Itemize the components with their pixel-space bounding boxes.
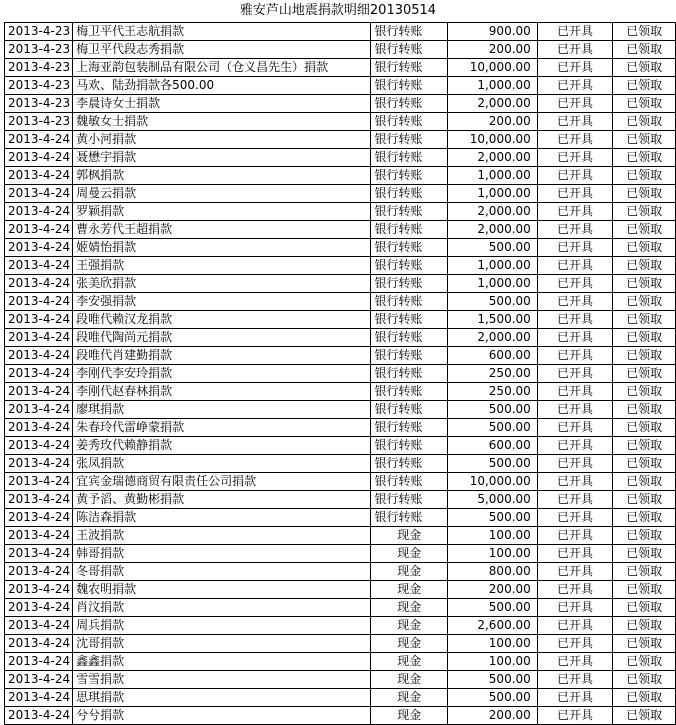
date-cell: 2013-4-24	[5, 257, 73, 275]
date-cell: 2013-4-23	[5, 95, 73, 113]
method-cell: 银行转账	[371, 311, 448, 329]
page-title: 雅安芦山地震捐款明细20130514	[239, 3, 437, 18]
donation-table-body	[5, 23, 676, 725]
method-cell: 银行转账	[371, 509, 448, 527]
date-cell: 2013-4-24	[5, 653, 73, 671]
invoice-cell: 已开具	[537, 401, 612, 419]
method-cell: 现金	[371, 527, 448, 545]
method-cell: 现金	[371, 599, 448, 617]
receipt-cell: 已领取	[613, 293, 676, 311]
method-cell: 现金	[371, 689, 448, 707]
table-row	[5, 221, 676, 239]
date-cell: 2013-4-24	[5, 185, 73, 203]
date-cell: 2013-4-24	[5, 347, 73, 365]
date-cell: 2013-4-24	[5, 275, 73, 293]
donor-cell: 雪雪捐款	[73, 671, 371, 689]
donor-cell: 朱春玲代雷峥蒙捐款	[73, 419, 371, 437]
table-row	[5, 635, 676, 653]
invoice-cell: 已开具	[537, 491, 612, 509]
donor-cell: 张凤捐款	[73, 455, 371, 473]
method-cell: 银行转账	[371, 491, 448, 509]
donor-cell: 张美欣捐款	[73, 275, 371, 293]
table-row	[5, 185, 676, 203]
date-cell: 2013-4-24	[5, 581, 73, 599]
method-cell: 现金	[371, 563, 448, 581]
amount-cell: 1,000.00	[448, 77, 538, 95]
donor-cell: 段唯代陶尚元捐款	[73, 329, 371, 347]
method-cell: 银行转账	[371, 365, 448, 383]
method-cell: 银行转账	[371, 473, 448, 491]
donor-cell: 宜宾金瑞德商贸有限责任公司捐款	[73, 473, 371, 491]
table-row	[5, 77, 676, 95]
method-cell: 银行转账	[371, 239, 448, 257]
invoice-cell: 已开具	[537, 77, 612, 95]
date-cell: 2013-4-24	[5, 689, 73, 707]
receipt-cell: 已领取	[613, 491, 676, 509]
table-row	[5, 473, 676, 491]
method-cell: 银行转账	[371, 23, 448, 41]
table-row	[5, 527, 676, 545]
table-row	[5, 401, 676, 419]
receipt-cell: 已领取	[613, 707, 676, 725]
amount-cell: 250.00	[448, 383, 538, 401]
method-cell: 现金	[371, 635, 448, 653]
table-row	[5, 617, 676, 635]
amount-cell: 2,000.00	[448, 221, 538, 239]
donor-cell: 李安强捐款	[73, 293, 371, 311]
receipt-cell: 已领取	[613, 671, 676, 689]
invoice-cell: 已开具	[537, 275, 612, 293]
method-cell: 银行转账	[371, 275, 448, 293]
receipt-cell: 已领取	[613, 185, 676, 203]
donor-cell: 王波捐款	[73, 527, 371, 545]
donor-cell: 聂懋宇捐款	[73, 149, 371, 167]
donor-cell: 陈洁森捐款	[73, 509, 371, 527]
invoice-cell: 已开具	[537, 437, 612, 455]
invoice-cell: 已开具	[537, 617, 612, 635]
donor-cell: 罗颖捐款	[73, 203, 371, 221]
method-cell: 银行转账	[371, 419, 448, 437]
invoice-cell: 已开具	[537, 599, 612, 617]
receipt-cell: 已领取	[613, 59, 676, 77]
donor-cell: 梅卫平代王志航捐款	[73, 23, 371, 41]
amount-cell: 500.00	[448, 509, 538, 527]
table-row	[5, 275, 676, 293]
method-cell: 银行转账	[371, 77, 448, 95]
receipt-cell: 已领取	[613, 419, 676, 437]
method-cell: 银行转账	[371, 113, 448, 131]
receipt-cell: 已领取	[613, 131, 676, 149]
donor-cell: 上海亚韵包装制品有限公司（仓义昌先生）捐款	[73, 59, 371, 77]
receipt-cell: 已领取	[613, 41, 676, 59]
invoice-cell: 已开具	[537, 563, 612, 581]
amount-cell: 2,000.00	[448, 95, 538, 113]
table-row	[5, 293, 676, 311]
amount-cell: 500.00	[448, 401, 538, 419]
table-row	[5, 23, 676, 41]
date-cell: 2013-4-24	[5, 635, 73, 653]
date-cell: 2013-4-24	[5, 671, 73, 689]
invoice-cell: 已开具	[537, 23, 612, 41]
receipt-cell: 已领取	[613, 23, 676, 41]
method-cell: 银行转账	[371, 293, 448, 311]
invoice-cell: 已开具	[537, 203, 612, 221]
amount-cell: 2,000.00	[448, 203, 538, 221]
amount-cell: 1,000.00	[448, 167, 538, 185]
receipt-cell: 已领取	[613, 437, 676, 455]
date-cell: 2013-4-24	[5, 509, 73, 527]
donor-cell: 梅卫平代段志秀捐款	[73, 41, 371, 59]
date-cell: 2013-4-24	[5, 221, 73, 239]
amount-cell: 2,000.00	[448, 329, 538, 347]
amount-cell: 500.00	[448, 599, 538, 617]
table-row	[5, 149, 676, 167]
donor-cell: 冬哥捐款	[73, 563, 371, 581]
amount-cell: 500.00	[448, 419, 538, 437]
table-row	[5, 545, 676, 563]
receipt-cell: 已领取	[613, 365, 676, 383]
receipt-cell: 已领取	[613, 581, 676, 599]
donor-cell: 魏农明捐款	[73, 581, 371, 599]
date-cell: 2013-4-24	[5, 329, 73, 347]
invoice-cell: 已开具	[537, 581, 612, 599]
donor-cell: 姬婧怡捐款	[73, 239, 371, 257]
table-row	[5, 491, 676, 509]
method-cell: 银行转账	[371, 383, 448, 401]
invoice-cell: 已开具	[537, 419, 612, 437]
invoice-cell: 已开具	[537, 41, 612, 59]
date-cell: 2013-4-24	[5, 131, 73, 149]
method-cell: 银行转账	[371, 203, 448, 221]
date-cell: 2013-4-24	[5, 527, 73, 545]
donor-cell: 黄小河捐款	[73, 131, 371, 149]
date-cell: 2013-4-24	[5, 419, 73, 437]
receipt-cell: 已领取	[613, 77, 676, 95]
invoice-cell: 已开具	[537, 671, 612, 689]
table-row	[5, 347, 676, 365]
receipt-cell: 已领取	[613, 311, 676, 329]
method-cell: 银行转账	[371, 221, 448, 239]
table-row	[5, 41, 676, 59]
method-cell: 现金	[371, 671, 448, 689]
amount-cell: 600.00	[448, 347, 538, 365]
invoice-cell: 已开具	[537, 167, 612, 185]
amount-cell: 1,000.00	[448, 275, 538, 293]
invoice-cell: 已开具	[537, 473, 612, 491]
date-cell: 2013-4-24	[5, 167, 73, 185]
table-row	[5, 383, 676, 401]
method-cell: 银行转账	[371, 257, 448, 275]
date-cell: 2013-4-24	[5, 707, 73, 725]
receipt-cell: 已领取	[613, 221, 676, 239]
amount-cell: 100.00	[448, 653, 538, 671]
table-row	[5, 671, 676, 689]
donor-cell: 周兵捐款	[73, 617, 371, 635]
invoice-cell: 已开具	[537, 365, 612, 383]
receipt-cell: 已领取	[613, 617, 676, 635]
amount-cell: 5,000.00	[448, 491, 538, 509]
method-cell: 银行转账	[371, 167, 448, 185]
method-cell: 银行转账	[371, 329, 448, 347]
amount-cell: 200.00	[448, 707, 538, 725]
method-cell: 现金	[371, 581, 448, 599]
donor-cell: 李晨诗女士捐款	[73, 95, 371, 113]
invoice-cell: 已开具	[537, 455, 612, 473]
date-cell: 2013-4-24	[5, 617, 73, 635]
receipt-cell: 已领取	[613, 167, 676, 185]
receipt-cell: 已领取	[613, 95, 676, 113]
donor-cell: 姜秀玫代赖静捐款	[73, 437, 371, 455]
amount-cell: 1,000.00	[448, 185, 538, 203]
method-cell: 现金	[371, 707, 448, 725]
receipt-cell: 已领取	[613, 653, 676, 671]
invoice-cell: 已开具	[537, 95, 612, 113]
method-cell: 现金	[371, 545, 448, 563]
date-cell: 2013-4-24	[5, 383, 73, 401]
table-row	[5, 419, 676, 437]
invoice-cell: 已开具	[537, 293, 612, 311]
donor-cell: 兮兮捐款	[73, 707, 371, 725]
table-row	[5, 437, 676, 455]
amount-cell: 500.00	[448, 293, 538, 311]
invoice-cell: 已开具	[537, 59, 612, 77]
donor-cell: 段唯代肖建勤捐款	[73, 347, 371, 365]
receipt-cell: 已领取	[613, 635, 676, 653]
table-row	[5, 113, 676, 131]
amount-cell: 2,000.00	[448, 149, 538, 167]
donor-cell: 李刚代李安玲捐款	[73, 365, 371, 383]
invoice-cell: 已开具	[537, 545, 612, 563]
invoice-cell: 已开具	[537, 689, 612, 707]
donor-cell: 李刚代赵春林捐款	[73, 383, 371, 401]
donor-cell: 周曼云捐款	[73, 185, 371, 203]
amount-cell: 100.00	[448, 635, 538, 653]
invoice-cell: 已开具	[537, 383, 612, 401]
receipt-cell: 已领取	[613, 239, 676, 257]
receipt-cell: 已领取	[613, 689, 676, 707]
donor-cell: 曹永芳代王超捐款	[73, 221, 371, 239]
table-row	[5, 365, 676, 383]
invoice-cell: 已开具	[537, 185, 612, 203]
amount-cell: 10,000.00	[448, 473, 538, 491]
method-cell: 银行转账	[371, 185, 448, 203]
donor-cell: 韩哥捐款	[73, 545, 371, 563]
date-cell: 2013-4-24	[5, 239, 73, 257]
table-row	[5, 455, 676, 473]
date-cell: 2013-4-24	[5, 545, 73, 563]
method-cell: 银行转账	[371, 95, 448, 113]
method-cell: 银行转账	[371, 41, 448, 59]
method-cell: 银行转账	[371, 455, 448, 473]
date-cell: 2013-4-24	[5, 491, 73, 509]
invoice-cell: 已开具	[537, 149, 612, 167]
amount-cell: 500.00	[448, 239, 538, 257]
amount-cell: 900.00	[448, 23, 538, 41]
table-row	[5, 95, 676, 113]
invoice-cell: 已开具	[537, 347, 612, 365]
table-row	[5, 329, 676, 347]
amount-cell: 600.00	[448, 437, 538, 455]
amount-cell: 500.00	[448, 455, 538, 473]
method-cell: 银行转账	[371, 401, 448, 419]
date-cell: 2013-4-24	[5, 599, 73, 617]
date-cell: 2013-4-23	[5, 41, 73, 59]
receipt-cell: 已领取	[613, 347, 676, 365]
table-row	[5, 59, 676, 77]
table-row	[5, 707, 676, 725]
amount-cell: 500.00	[448, 671, 538, 689]
date-cell: 2013-4-23	[5, 77, 73, 95]
donor-cell: 沈哥捐款	[73, 635, 371, 653]
receipt-cell: 已领取	[613, 455, 676, 473]
amount-cell: 200.00	[448, 581, 538, 599]
date-cell: 2013-4-24	[5, 437, 73, 455]
method-cell: 银行转账	[371, 59, 448, 77]
donor-cell: 马欢、陆劲捐款各500.00	[73, 77, 371, 95]
receipt-cell: 已领取	[613, 473, 676, 491]
method-cell: 银行转账	[371, 437, 448, 455]
receipt-cell: 已领取	[613, 257, 676, 275]
date-cell: 2013-4-24	[5, 365, 73, 383]
table-row	[5, 131, 676, 149]
table-row	[5, 203, 676, 221]
receipt-cell: 已领取	[613, 545, 676, 563]
receipt-cell: 已领取	[613, 275, 676, 293]
date-cell: 2013-4-24	[5, 311, 73, 329]
table-row	[5, 509, 676, 527]
date-cell: 2013-4-24	[5, 563, 73, 581]
method-cell: 银行转账	[371, 149, 448, 167]
invoice-cell: 已开具	[537, 635, 612, 653]
date-cell: 2013-4-23	[5, 59, 73, 77]
donation-table	[4, 22, 676, 725]
donor-cell: 鑫鑫捐款	[73, 653, 371, 671]
amount-cell: 10,000.00	[448, 59, 538, 77]
table-row	[5, 311, 676, 329]
receipt-cell: 已领取	[613, 599, 676, 617]
invoice-cell: 已开具	[537, 311, 612, 329]
amount-cell: 200.00	[448, 113, 538, 131]
amount-cell: 100.00	[448, 545, 538, 563]
method-cell: 现金	[371, 617, 448, 635]
date-cell: 2013-4-23	[5, 23, 73, 41]
table-row	[5, 563, 676, 581]
receipt-cell: 已领取	[613, 383, 676, 401]
table-row	[5, 599, 676, 617]
date-cell: 2013-4-24	[5, 401, 73, 419]
receipt-cell: 已领取	[613, 401, 676, 419]
receipt-cell: 已领取	[613, 203, 676, 221]
invoice-cell: 已开具	[537, 221, 612, 239]
table-row	[5, 167, 676, 185]
invoice-cell: 已开具	[537, 653, 612, 671]
date-cell: 2013-4-24	[5, 455, 73, 473]
receipt-cell: 已领取	[613, 149, 676, 167]
table-row	[5, 239, 676, 257]
invoice-cell: 已开具	[537, 527, 612, 545]
donor-cell: 段唯代赖汉龙捐款	[73, 311, 371, 329]
donor-cell: 黄予滔、黄勤彬捐款	[73, 491, 371, 509]
receipt-cell: 已领取	[613, 113, 676, 131]
donor-cell: 肖汶捐款	[73, 599, 371, 617]
donor-cell: 思琪捐款	[73, 689, 371, 707]
amount-cell: 1,000.00	[448, 257, 538, 275]
invoice-cell: 已开具	[537, 707, 612, 725]
receipt-cell: 已领取	[613, 329, 676, 347]
donor-cell: 王强捐款	[73, 257, 371, 275]
amount-cell: 200.00	[448, 41, 538, 59]
date-cell: 2013-4-24	[5, 203, 73, 221]
method-cell: 现金	[371, 653, 448, 671]
table-row	[5, 257, 676, 275]
donor-cell: 郭枫捐款	[73, 167, 371, 185]
date-cell: 2013-4-24	[5, 293, 73, 311]
receipt-cell: 已领取	[613, 527, 676, 545]
date-cell: 2013-4-24	[5, 149, 73, 167]
receipt-cell: 已领取	[613, 509, 676, 527]
table-row	[5, 653, 676, 671]
amount-cell: 2,600.00	[448, 617, 538, 635]
amount-cell: 10,000.00	[448, 131, 538, 149]
table-row	[5, 689, 676, 707]
amount-cell: 800.00	[448, 563, 538, 581]
method-cell: 银行转账	[371, 347, 448, 365]
table-row	[5, 581, 676, 599]
receipt-cell: 已领取	[613, 563, 676, 581]
date-cell: 2013-4-24	[5, 473, 73, 491]
method-cell: 银行转账	[371, 131, 448, 149]
amount-cell: 500.00	[448, 689, 538, 707]
donor-cell: 魏敏女士捐款	[73, 113, 371, 131]
invoice-cell: 已开具	[537, 329, 612, 347]
invoice-cell: 已开具	[537, 113, 612, 131]
amount-cell: 1,500.00	[448, 311, 538, 329]
invoice-cell: 已开具	[537, 509, 612, 527]
invoice-cell: 已开具	[537, 131, 612, 149]
amount-cell: 100.00	[448, 527, 538, 545]
invoice-cell: 已开具	[537, 257, 612, 275]
invoice-cell: 已开具	[537, 239, 612, 257]
donor-cell: 廖琪捐款	[73, 401, 371, 419]
date-cell: 2013-4-23	[5, 113, 73, 131]
amount-cell: 250.00	[448, 365, 538, 383]
